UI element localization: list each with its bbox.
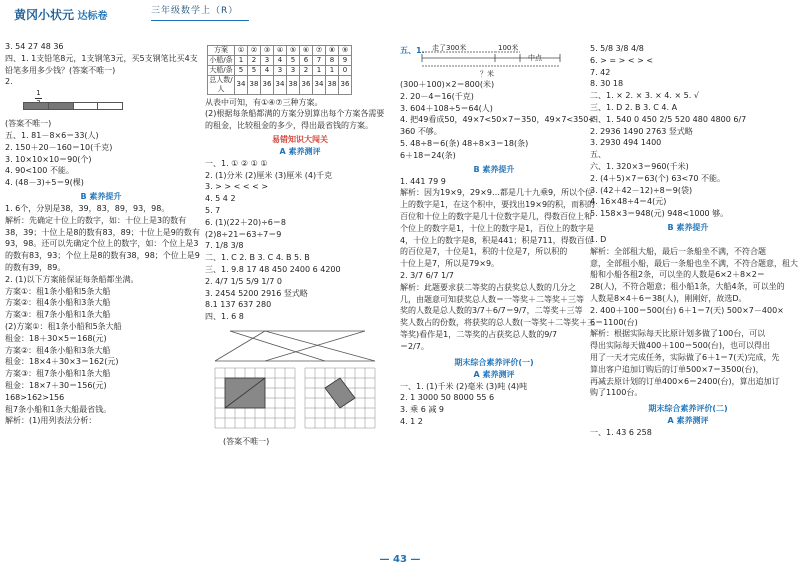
answer-line: 3. 2454 5200 2916 竖式略 (205, 288, 308, 298)
answer-line: 五、1. 81－8×6＝33(人) (5, 130, 99, 140)
table-cell: ② (248, 46, 261, 56)
answer-line: 6. > = > < > < (590, 55, 654, 65)
fraction-bar (23, 102, 123, 110)
answer-line: 从表中可知，有①④⑦三种方案。 (205, 97, 323, 107)
answer-line: 算出客户追加订购后的订单500×7＝3500(台)， (590, 364, 764, 374)
answer-line: 人数是8×4＋6＝38(人)，刚刚好，故选D。 (590, 293, 747, 303)
answer-line: 4，十位上的数字是8，积是441；积是711，得数百位 (400, 235, 593, 245)
answer-line: (2)根据每条船都满的方案分别算出每个方案各需要 (205, 109, 385, 119)
answer-line: 方案③：租7条小船和1条大船 (5, 310, 111, 320)
fraction-label: 1 (36, 89, 41, 98)
answer-line: 1. D (590, 234, 607, 244)
table-cell: 36 (300, 76, 313, 95)
table-cell: ① (235, 46, 248, 56)
table-cell: 1 (326, 66, 339, 76)
table-cell: 5 (235, 66, 248, 76)
answer-line: 2. (1)以下方案能保证每条船都坐满。 (5, 274, 139, 284)
section-heading-a: A 素养测评 (279, 146, 321, 156)
answer-line: 的百位是7，十位是1，积的十位是7，所以积的 (400, 247, 568, 257)
answer-line: 解析：(1)用列表法分析： (5, 416, 97, 426)
answer-line: (2)方案①：租1条小船和5条大船 (5, 321, 122, 331)
column-2 (205, 44, 395, 449)
answer-line: 2. 3/7 6/7 1/7 (400, 270, 454, 280)
answer-line: 4. (48－3)÷5＝9(棵) (5, 178, 84, 188)
answer-line: 1. 441 79 9 (400, 176, 446, 186)
answer-line: 4. 90<100 不能。 (5, 166, 74, 176)
table-cell: 大船/条 (209, 66, 233, 75)
answer-line: 2. 1 3000 50 8000 55 6 (400, 393, 495, 403)
answer-line: 百位和十位上的数字是几十位数字是几，得数百位上和 (400, 211, 592, 221)
answer-line: 方案②：租4条小船和3条大船 (5, 345, 111, 355)
answer-line: 8. 30 18 (590, 79, 624, 89)
grade-title: 三年级数学上（R） (151, 6, 239, 16)
table-row (208, 76, 352, 95)
answer-line: 六、1. 320×3＝960(千米) (590, 161, 689, 171)
answer-line: 5. 7 (205, 206, 221, 216)
table-cell: 7 (313, 56, 326, 66)
table-cell: 34 (313, 76, 326, 95)
answer-line: 5. 48÷8＝6(条) 48÷8×3＝18(条) (400, 138, 529, 148)
answer-line: 2. 2936 1490 2763 竖式略 (590, 126, 693, 136)
answer-line: 购了1100台。 (590, 388, 643, 398)
answer-line: 等奖)看作是1，二等奖的占获奖总人数的9/7 (400, 329, 558, 339)
column-3 (400, 44, 596, 429)
answer-line: 5. 5/8 3/8 4/8 (590, 44, 644, 53)
answer-line: 十位上是7，所以是79×9。 (400, 259, 500, 269)
answer-line: 3. 乘 6 减 9 (400, 405, 444, 415)
table-cell: 3 (287, 66, 300, 76)
answer-line: 方案②：租4条小船和3条大船 (5, 298, 111, 308)
table-cell: 9 (339, 56, 352, 66)
answer-line: 解析：此题要求获二等奖的占获奖总人数的几分之 (400, 282, 576, 292)
answer-line: 1. 6个，分别是38，39，83，89，93，98。 (5, 203, 170, 213)
answer-line: 二、1. × 2. × 3. × 4. × 5. √ (590, 91, 699, 101)
answer-line: ＝2/7。 (400, 341, 429, 351)
table-cell: 5 (248, 66, 261, 76)
answer-line: 二、1. C 2. B 3. C 4. B 5. B (205, 253, 310, 263)
table-cell: 8 (326, 56, 339, 66)
answer-line: 2. 400＋100＝500(台) 6＋1＝7(天) 500×7－400× (590, 305, 784, 315)
answer-line: 租金：18×4＋30×3＝162(元) (5, 357, 119, 367)
answer-line: 四、1. 1支铅笔8元，1支钢笔3元，买5支钢笔比买4支 (5, 53, 198, 63)
answer-line: 6＋18＝24(条) (400, 150, 456, 160)
answer-line: 几，由题意可知获奖总人数＝一等奖＋二等奖＋三等 (400, 294, 584, 304)
answer-line: 7. 1/8 3/8 (205, 241, 244, 251)
table-cell: 3 (274, 66, 287, 76)
answer-line: 租金：18＋30×5＝168(元) (5, 333, 107, 343)
answer-line: (300＋100)×2＝800(米) (400, 80, 495, 89)
page-number: — 43 — (379, 553, 421, 565)
answer-line: 4. 16×48÷4＝4(元) (590, 197, 667, 207)
answer-line: 奖人数占的份数，将获奖的总人数(一等奖＋二等奖＋三 (400, 318, 596, 328)
column-1 (5, 42, 200, 428)
section-title-final-2: 期末综合素养评价(二) (648, 404, 728, 414)
answer-line: 解析：因为19×9，29×9…都是几十九乘9，所以个位 (400, 188, 594, 198)
table-cell: 1 (313, 66, 326, 76)
table-cell: 36 (261, 76, 274, 95)
answer-line: 3. 604＋108÷5＝64(人) (400, 103, 493, 113)
answer-line: 一、1. ① ② ① ① (205, 158, 268, 168)
answer-line: 360 不够。 (400, 127, 442, 137)
table-cell: ⑦ (313, 46, 326, 56)
table-cell: ⑤ (287, 46, 300, 56)
answer-line: 解析：先确定十位上的数字，如：十位上是3的数有 (5, 215, 187, 225)
table-cell: 34 (235, 76, 248, 95)
answer-line: 6＝1100(台) (590, 317, 638, 327)
answer-line: 四、1. 540 0 450 2/5 520 480 4800 6/7 (590, 114, 747, 124)
answer-line: 一、1. (1)千米 (2)毫米 (3)吨 (4)吨 (400, 381, 528, 391)
header-rule (151, 20, 249, 21)
section-title-final-1: 期末综合素养评价(一) (454, 357, 534, 367)
answer-line: 6. (1)(22＋20)÷6＝8 (205, 217, 286, 227)
answer-line: 个位上的数字是1，十位上的数字是1，百位上的数字是 (400, 223, 595, 233)
table-row (208, 46, 352, 56)
table-cell: 1 (235, 56, 248, 66)
answer-line: 38，39；十位上是8的数有83，89；十位上是9的数有 (5, 227, 200, 237)
table-cell: 方案 (208, 46, 235, 56)
answer-line: 93，98。还可以先确定个位上的数字，如：个位上是3 (5, 239, 199, 249)
answer-line: 解析：全部租大船，最后一条船坐不满，不符合题 (590, 246, 766, 256)
section-heading-a: A 素养测评 (473, 369, 515, 379)
section-title-errors: 易错知识大闯关 (272, 134, 328, 144)
segment-diagram: 五、1. 走了300米 100米 中点 ？米 (400, 44, 542, 78)
section-heading-b: B 素养提升 (473, 164, 515, 174)
answer-line: 8.1 137 637 280 (205, 300, 272, 310)
table-cell: 38 (287, 76, 300, 95)
section-heading-a: A 素养测评 (667, 416, 709, 426)
answer-line: 铅笔多用多少钱？(答案不唯一) (5, 65, 116, 75)
answer-line: 得出实际每天做400＋100＝500(台)，也可以得出 (590, 341, 771, 351)
table-cell: ③ (261, 46, 274, 56)
answer-line: 三、1. 9.8 17 48 450 2400 6 4200 (205, 265, 341, 275)
table-cell: 2 (300, 66, 313, 76)
plan-table (207, 45, 352, 95)
section-heading-b: B 素养提升 (667, 222, 709, 232)
table-cell: 6 (300, 56, 313, 66)
geometry-figures (205, 326, 390, 434)
answer-line: 3. > > < < < > (205, 182, 269, 192)
answer-line: 四、1. 6 8 (205, 312, 244, 322)
answer-line: (2)8÷21＝63÷7＝9 (205, 229, 282, 239)
answer-line: 五、 (590, 150, 606, 160)
answer-line: 上的数字是1，在这个积中，要找出19×9的积，而积的 (400, 200, 596, 210)
answer-line: 方案①：租1条小船和5条大船 (5, 286, 111, 296)
answer-line: 租金：18×7＋30＝156(元) (5, 380, 107, 390)
table-cell: 36 (339, 76, 352, 95)
table-cell: ⑥ (300, 46, 313, 56)
logo: 黄冈小状元 达标卷 (14, 8, 108, 22)
table-cell: 38 (326, 76, 339, 95)
fraction-bar-figure (17, 89, 197, 119)
answer-line: 2. 20－4＝16(千克) (400, 91, 474, 101)
section-heading-b: B 素养提升 (80, 191, 122, 201)
answer-line: 2. 150＋20－160＝10(千克) (5, 142, 113, 152)
table-cell: ⑧ (326, 46, 339, 56)
answer-line: 3. 54 27 48 36 (5, 42, 64, 51)
answer-line: 的租金，比较租金的多少，得出最省钱的方案。 (205, 121, 373, 131)
table-cell: 38 (248, 76, 261, 95)
table-cell: 0 (339, 66, 352, 76)
table-cell: 5 (287, 56, 300, 66)
table-cell: 4 (274, 56, 287, 66)
answer-line: 168>162>156 (5, 392, 65, 402)
answer-line: 船和小船各租2条，可以坐的人数是6×2＋8×2＝ (590, 270, 765, 280)
answer-line: 4. 5 4 2 (205, 194, 236, 204)
answer-line: 5. 158×3＝948(元) 948<1000 够。 (590, 209, 729, 219)
answer-line: 2. (1)分米 (2)厘米 (3)厘米 (4)千克 (205, 170, 333, 180)
table-cell: 总人数/人 (209, 76, 233, 93)
answer-line: 租7条小船和1条大船最省钱。 (5, 404, 112, 414)
column-4 (590, 44, 798, 440)
table-row (208, 66, 352, 76)
table-cell: 3 (261, 56, 274, 66)
table-cell: 34 (274, 76, 287, 95)
answer-line: 3. (42＋42－12)÷8＝9(袋) (590, 185, 693, 195)
answer-note: (答案不唯一) (223, 437, 270, 447)
table-cell: 2 (248, 56, 261, 66)
answer-line: 2. (4＋5)×7＝63(个) 63<70 不能。 (590, 173, 725, 183)
answer-line: 4. 把49看成50，49×7<50×7＝350，49×7<350< (400, 115, 596, 125)
answer-line: 再减去原计划的订单400×6＝2400(台)，算出追加订 (590, 376, 780, 386)
answer-line: 的数有39，89。 (5, 262, 66, 272)
answer-line: 2. (5, 77, 13, 87)
answer-line: 2. 4/7 1/5 5/9 1/7 0 (205, 276, 282, 286)
answer-line: 三、1. D 2. B 3. C 4. A (590, 102, 678, 112)
table-cell: ⑨ (339, 46, 352, 56)
table-row (208, 56, 352, 66)
answer-line: (答案不唯一) (5, 119, 52, 129)
answer-line: 的数有83，93；个位上是8的数有38，98；个位上是9 (5, 251, 200, 261)
table-cell: 4 (261, 66, 274, 76)
answer-line: 3. 2930 494 1400 (590, 138, 662, 148)
answer-line: 一、1. 43 6 258 (590, 428, 652, 438)
answer-line: 4. 1 2 (400, 416, 423, 426)
answer-line: 3. 10×10×10＝90(个) (5, 154, 92, 164)
answer-line: 方案③：租7条小船和1条大船 (5, 369, 111, 379)
answer-line: 奖的人数是总人数的3/7＋6/7＝9/7，二等奖＋三等 (400, 306, 583, 316)
table-cell: ④ (274, 46, 287, 56)
answer-line: 28(人)，不符合题意；租小船1条，大船4条，可以坐的 (590, 282, 785, 292)
table-cell: 小船/条 (209, 56, 233, 65)
answer-line: 意，全部租小船，最后一条船也坐不满，不符合题意，租大 (590, 258, 798, 268)
answer-line: 7. 42 (590, 67, 611, 77)
answer-line: 用了一天才完成任务，实际做了6＋1＝7(天)完成，先 (590, 352, 780, 362)
answer-line: 解析：根据实际每天比原计划多做了100台，可以 (590, 329, 766, 339)
